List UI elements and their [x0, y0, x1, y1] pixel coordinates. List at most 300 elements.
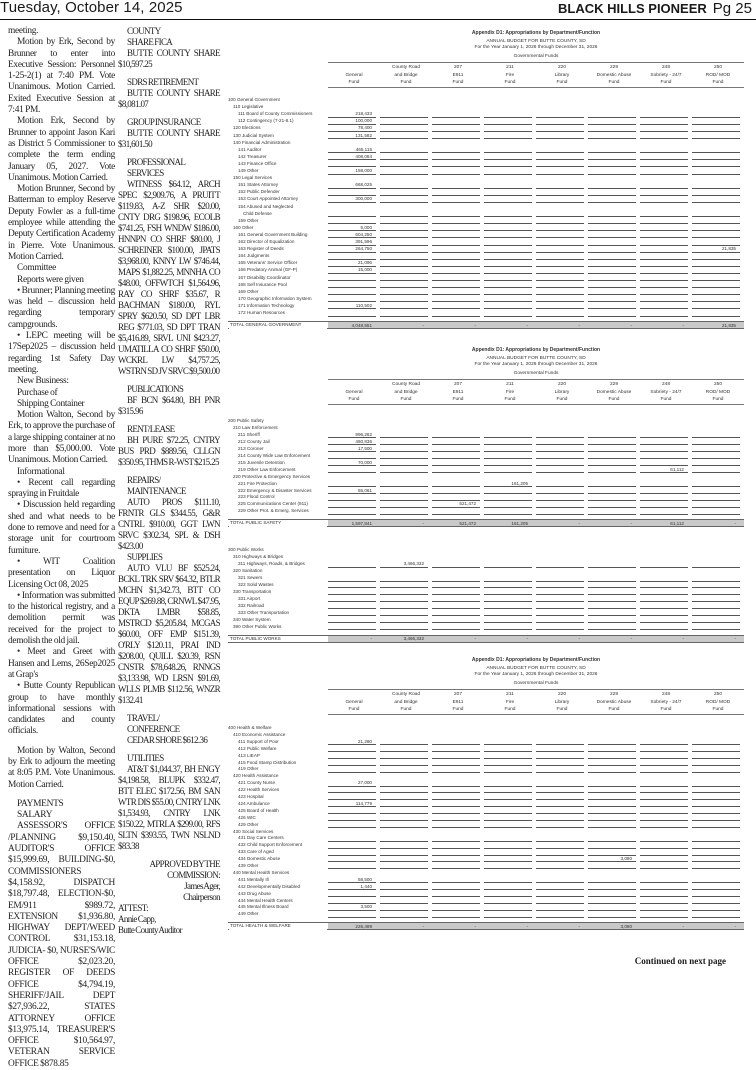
fund-value-cell	[484, 842, 532, 848]
table-row	[228, 561, 744, 568]
fund-value-cell	[484, 835, 532, 841]
fund-value-cell	[432, 780, 480, 786]
fund-value-cell	[432, 842, 480, 848]
fund-value-cell	[380, 289, 428, 296]
paragraph: meeting.	[8, 26, 39, 36]
total-value: 61,112	[670, 520, 684, 526]
fund-value-cell	[588, 161, 636, 168]
fund-value-cell	[536, 808, 584, 814]
table-row	[228, 753, 744, 760]
table-period: For the Year January 1, 2026 through December 31, 2026	[474, 672, 598, 677]
fund-value-cell	[328, 787, 376, 793]
fund-value-cell	[536, 460, 584, 466]
fund-value-cell: 61,112	[640, 467, 688, 473]
fund-value-cell	[536, 863, 584, 869]
fund-value-cell: 391,596	[328, 239, 376, 246]
fund-value-cell	[328, 863, 376, 869]
fund-value-cell	[536, 481, 584, 487]
fund-value-cell	[536, 494, 584, 500]
row-label: 433 Care of Aged	[238, 849, 274, 855]
row-label: 169 Other	[238, 288, 259, 294]
fund-value-cell	[536, 822, 584, 828]
table-row	[228, 133, 744, 140]
fund-header-line: 211	[506, 382, 514, 387]
fund-header-line: Sobriety - 24/7	[650, 699, 682, 705]
fund-value-cell	[380, 239, 428, 246]
paragraph-spacer	[118, 852, 220, 859]
fund-value-cell	[380, 753, 428, 759]
fund-value-cell	[640, 494, 688, 500]
fund-value-cell	[536, 111, 584, 118]
fund-value-cell	[640, 746, 688, 752]
fund-value-cell	[588, 481, 636, 487]
paragraph: Chairperson	[183, 892, 220, 902]
row-label: 443 Drug Abuse	[238, 890, 271, 896]
fund-value-cell	[432, 161, 480, 168]
total-value: 226,499	[355, 923, 372, 929]
fund-value-cell	[432, 446, 480, 452]
fund-value-cell	[432, 877, 480, 883]
total-value: -	[682, 322, 684, 328]
fund-value-cell	[692, 432, 740, 438]
fund-header-line: 207	[453, 65, 462, 70]
fund-value-cell	[484, 125, 532, 132]
fund-value-cell: 21,835	[692, 246, 740, 253]
fund-value-cell	[692, 508, 740, 514]
table-row	[228, 760, 744, 767]
fund-value-cell	[432, 182, 480, 189]
fund-value-cell	[536, 125, 584, 132]
fund-value-cell: 110,502	[328, 303, 376, 310]
paragraph: SDRS RETIREMENT	[127, 77, 199, 87]
text-column-payments	[118, 26, 220, 936]
fund-value-cell	[536, 508, 584, 514]
fund-value-cell	[432, 508, 480, 514]
row-label: Child Defense	[243, 210, 272, 216]
fund-value-cell	[588, 246, 636, 253]
fund-value-cell	[380, 746, 428, 752]
fund-value-cell	[536, 296, 584, 303]
table-row	[228, 303, 744, 310]
fund-value-cell	[640, 835, 688, 841]
row-label: 430 Social Services	[233, 828, 274, 834]
fund-value-cell	[484, 884, 532, 890]
row-label: 330 Transportation	[233, 589, 272, 594]
fund-value-cell	[328, 253, 376, 260]
paragraph: Shipping Container	[17, 398, 85, 409]
fund-value-cell	[380, 218, 428, 225]
fund-value-cell	[588, 589, 636, 595]
fund-value-cell	[484, 753, 532, 759]
table-row	[228, 232, 744, 239]
fund-value-cell	[640, 260, 688, 267]
row-label: 214 County Wide Law Enforcement	[238, 452, 311, 458]
fund-value-cell	[536, 189, 584, 196]
paragraph: WITNESS $64.12, ARCH SPEC $2,909.76, A PRUITT $119.83, A-Z SHR $20.00, CNTY DRG $198.96, ECOLB $741.25, FSH WNDW $186.00, HNNPN CO SHRF $80.00, J SCHREINER $100.00, JPATS $3,968.00, KNNY LW $746.44, MAPS $1,882.25, MNNHA CO $48.00, OFFWTCH $1,564.96, RAY CO SHRF $35.67, R BACHMAN $180.00, RYL SPRY $620.50, SD DPT LBR REG $771.03, SD DPT TRAN $5,416.89, SRVL UNI $423.27, UMATILLA CO SHRF $50.00, WCKRL LW $4,757.25, WSTRN SD JV SRVC $9,500.00	[118, 179, 220, 376]
fund-value-cell	[640, 884, 688, 890]
fund-column-header	[328, 691, 380, 714]
fund-value-cell	[692, 794, 740, 800]
row-label: 200 Public Safety	[228, 418, 264, 423]
row-label: 449 Other	[238, 911, 259, 917]
fund-value-cell	[484, 189, 532, 196]
fund-value-cell	[484, 815, 532, 821]
fund-value-cell: 264,750	[328, 246, 376, 253]
fund-value-cell	[640, 842, 688, 848]
fund-value-cell	[432, 911, 480, 917]
fund-value-cell	[328, 481, 376, 487]
fund-value-cell	[692, 125, 740, 132]
fund-value-cell	[432, 904, 480, 910]
table-row	[228, 829, 744, 836]
fund-header-line: Fund	[660, 80, 672, 85]
fund-value-cell	[588, 753, 636, 759]
fund-value-cell	[380, 794, 428, 800]
row-label: 426 WIC	[238, 814, 256, 820]
fund-column-header	[640, 381, 692, 404]
total-value: -	[422, 923, 424, 929]
total-value: -	[526, 636, 528, 642]
fund-header-line: County Road	[392, 65, 420, 70]
fund-value-cell	[380, 877, 428, 883]
fund-value-cell	[692, 118, 740, 125]
fund-value-cell	[380, 904, 428, 910]
table-row	[228, 467, 744, 474]
fund-value-cell	[328, 189, 376, 196]
table-row	[228, 147, 744, 154]
fund-value-cell	[692, 753, 740, 759]
fund-value-cell	[380, 118, 428, 125]
fund-value-cell	[432, 111, 480, 118]
fund-value-cell	[380, 246, 428, 253]
fund-value-cell	[432, 232, 480, 239]
fund-value-cell	[432, 189, 480, 196]
fund-value-cell	[640, 267, 688, 274]
row-label: 432 Child Support Enforcement	[238, 842, 303, 848]
row-label: 434 Domestic Abuse	[238, 856, 281, 862]
fund-value-cell	[484, 603, 532, 609]
fund-value-cell	[432, 218, 480, 225]
table-row	[228, 773, 744, 780]
fund-value-cell	[536, 168, 584, 175]
fund-value-cell	[588, 582, 636, 588]
fund-value-cell	[328, 289, 376, 296]
paragraph: Purchase of	[17, 387, 58, 398]
fund-value-cell	[640, 904, 688, 910]
fund-value-cell	[640, 310, 688, 317]
table-row	[228, 870, 744, 877]
fund-value-cell	[484, 218, 532, 225]
fund-value-cell	[692, 161, 740, 168]
fund-header-line: E911	[452, 72, 464, 78]
fund-header-line: Fund	[452, 707, 464, 712]
fund-column-header	[432, 381, 484, 404]
fund-value-cell	[328, 218, 376, 225]
fund-value-cell	[432, 147, 480, 154]
row-label: 333 Other Transportation	[238, 609, 290, 615]
paragraph: Motion by Erk, Second by Brunner to enter into Executive Session: Personnel 1-25-2(1) at 7:40 PM. Vote Unanimous. Motion Carried. Exited Executive Session at 7:41 PM.	[8, 37, 115, 116]
fund-value-cell	[380, 133, 428, 140]
budget-table-general-government	[228, 25, 748, 331]
fund-value-cell	[588, 232, 636, 239]
paragraph: Motion Walton, Second by Erk, to approve the purchase of a large shipping container at no more than $5,000.00. Vote Unanimous. Motion Carried.	[8, 410, 115, 466]
fund-value-cell	[328, 161, 376, 168]
paragraph: ATTEST:	[118, 903, 148, 913]
fund-header-line: Sobriety - 24/7	[650, 72, 682, 78]
fund-value-cell	[692, 739, 740, 745]
table-row	[228, 589, 744, 596]
fund-value-cell	[432, 596, 480, 602]
fund-value-cell	[588, 296, 636, 303]
fund-value-cell	[640, 582, 688, 588]
table-row	[228, 849, 744, 856]
fund-value-cell	[692, 822, 740, 828]
fund-value-cell	[588, 282, 636, 289]
fund-value-cell: 1,440	[328, 884, 376, 890]
fund-header-line: 250	[713, 692, 722, 697]
fund-value-cell	[484, 253, 532, 260]
fund-value-cell	[692, 260, 740, 267]
fund-value-cell	[380, 589, 428, 595]
row-label: 429 Other	[238, 821, 259, 827]
total-value: 3,466,332	[403, 636, 424, 642]
fund-value-cell	[588, 877, 636, 883]
paragraph: BUTTE COUNTY SHARE $10,597.25	[118, 48, 220, 69]
total-value: -	[370, 636, 372, 642]
fund-header-line: 248	[661, 382, 670, 387]
fund-value-cell	[380, 596, 428, 602]
fund-value-cell	[484, 446, 532, 452]
fund-value-cell	[380, 196, 428, 203]
fund-value-cell	[588, 239, 636, 246]
fund-value-cell	[328, 891, 376, 897]
fund-value-cell	[432, 822, 480, 828]
fund-value-cell	[692, 877, 740, 883]
fund-value-cell: 408,084	[328, 154, 376, 161]
fund-header-line: 211	[506, 65, 514, 70]
fund-value-cell	[328, 561, 376, 567]
fund-value-cell	[484, 260, 532, 267]
fund-value-cell	[588, 446, 636, 452]
fund-column-header	[588, 691, 640, 714]
fund-value-cell	[484, 239, 532, 246]
row-label: 229 Other Prot. & Emerg. Services	[238, 508, 309, 514]
fund-column-header	[640, 64, 692, 87]
fund-column-header	[484, 691, 536, 714]
paragraph: Informational	[17, 466, 65, 477]
fund-value-cell	[484, 808, 532, 814]
fund-value-cell	[380, 780, 428, 786]
fund-value-cell	[536, 904, 584, 910]
row-label: 440 Mental Health Services	[233, 869, 290, 875]
fund-value-cell	[588, 267, 636, 274]
fund-value-cell	[484, 610, 532, 616]
table-subtitle: ANNUAL BUDGET FOR BUTTE COUNTY, SD	[486, 666, 586, 671]
fund-value-cell	[328, 575, 376, 581]
fund-value-cell: 55,061	[328, 488, 376, 494]
row-label: 413 LIEAP	[238, 752, 260, 758]
fund-value-cell	[640, 561, 688, 567]
fund-value-cell	[588, 801, 636, 807]
fund-value-cell	[432, 246, 480, 253]
fund-header-line: Domestic Abuse	[596, 389, 632, 395]
total-value: -	[734, 636, 736, 642]
fund-header-line: Fund	[608, 707, 620, 712]
fund-value-cell	[484, 439, 532, 445]
fund-value-cell	[328, 856, 376, 862]
fund-value-cell	[692, 780, 740, 786]
fund-value-cell	[484, 168, 532, 175]
fund-value-cell	[588, 460, 636, 466]
fund-header-line: 229	[609, 65, 618, 70]
row-label: 340 Water System	[233, 616, 271, 622]
fund-column-header	[692, 691, 744, 714]
paragraph-spacer	[118, 70, 220, 77]
fund-value-cell	[432, 760, 480, 766]
fund-value-cell	[380, 822, 428, 828]
fund-value-cell	[536, 617, 584, 623]
fund-value-cell	[432, 891, 480, 897]
fund-header-line: Fund	[712, 707, 724, 712]
fund-value-cell	[484, 801, 532, 807]
fund-value-cell	[536, 603, 584, 609]
fund-value-cell	[640, 481, 688, 487]
header-rule	[328, 87, 744, 88]
fund-column-header	[432, 691, 484, 714]
fund-value-cell	[536, 467, 584, 473]
fund-value-cell	[432, 225, 480, 232]
fund-header-line	[328, 691, 380, 699]
fund-value-cell	[536, 501, 584, 507]
fund-value-cell	[588, 610, 636, 616]
fund-value-cell	[432, 125, 480, 132]
fund-value-cell	[640, 808, 688, 814]
row-label: 162 Director of Equalization	[238, 239, 295, 244]
fund-value-cell	[484, 453, 532, 459]
row-label: 410 Economic Assistance	[233, 731, 286, 737]
fund-value-cell	[536, 446, 584, 452]
row-label: 421 County Nurse	[238, 780, 276, 786]
paragraph: • Brunner; Planning meeting was held – discussion held regarding temporary campgrounds.	[8, 285, 115, 330]
fund-header-line: Sobriety - 24/7	[650, 389, 682, 395]
fund-value-cell	[640, 596, 688, 602]
fund-value-cell	[588, 275, 636, 282]
fund-value-cell: 114,779	[328, 801, 376, 807]
row-label: 390 Other Public Works	[233, 623, 282, 629]
fund-value-cell	[588, 808, 636, 814]
table-row	[228, 189, 744, 196]
fund-value-cell	[588, 739, 636, 745]
fund-value-cell: 465,115	[328, 147, 376, 154]
fund-value-cell	[692, 460, 740, 466]
fund-value-cell	[328, 467, 376, 473]
fund-value-cell	[692, 617, 740, 623]
fund-value-cell	[432, 196, 480, 203]
fund-value-cell	[380, 453, 428, 459]
table-row	[228, 481, 744, 488]
fund-value-cell	[692, 589, 740, 595]
fund-value-cell	[380, 282, 428, 289]
fund-value-cell	[640, 575, 688, 581]
fund-value-cell	[484, 766, 532, 772]
fund-header-line: Library	[554, 72, 570, 78]
fund-value-cell	[328, 624, 376, 630]
fund-value-cell	[588, 780, 636, 786]
fund-header-line: 207	[453, 692, 462, 697]
fund-value-cell	[692, 147, 740, 154]
row-label: 151 States Attorney	[238, 182, 279, 188]
fund-value-cell	[588, 904, 636, 910]
fund-value-cell	[536, 154, 584, 161]
row-label: 310 Highways & Bridges	[233, 554, 284, 560]
fund-value-cell	[588, 133, 636, 140]
fund-value-cell	[536, 161, 584, 168]
fund-value-cell	[484, 596, 532, 602]
table-row	[228, 154, 744, 161]
fund-value-cell	[640, 275, 688, 282]
fund-value-cell	[588, 898, 636, 904]
fund-value-cell	[484, 898, 532, 904]
fund-value-cell	[640, 603, 688, 609]
row-label: 400 Health & Welfare	[228, 725, 272, 730]
fund-value-cell	[380, 766, 428, 772]
total-value: -	[578, 520, 580, 526]
table-row	[228, 204, 744, 211]
fund-value-cell	[692, 133, 740, 140]
fund-value-cell: 300,000	[328, 196, 376, 203]
fund-value-cell	[588, 815, 636, 821]
fund-value-cell	[432, 439, 480, 445]
fund-header-line: 220	[557, 65, 566, 70]
fund-value-cell	[536, 147, 584, 154]
row-label: 331 Airport	[238, 595, 261, 601]
fund-value-cell	[484, 296, 532, 303]
total-label: TOTAL PUBLIC SAFETY	[229, 521, 327, 527]
fund-header-line: Fire	[505, 389, 515, 395]
fund-column-header	[328, 381, 380, 404]
fund-value-cell	[588, 794, 636, 800]
fund-value-cell	[640, 125, 688, 132]
row-label: 143 Finance Office	[238, 160, 277, 166]
total-value: -	[578, 322, 580, 328]
fund-value-cell	[536, 267, 584, 274]
fund-value-cell	[536, 596, 584, 602]
fund-value-cell	[380, 467, 428, 473]
total-value: -	[474, 636, 476, 642]
fund-value-cell	[432, 310, 480, 317]
fund-value-cell	[588, 218, 636, 225]
fund-header-line: Fund	[348, 707, 360, 712]
fund-value-cell	[380, 154, 428, 161]
fund-value-cell	[536, 898, 584, 904]
fund-value-cell	[380, 189, 428, 196]
fund-value-cell	[484, 246, 532, 253]
fund-value-cell: 3,080	[588, 856, 636, 862]
fund-value-cell	[588, 508, 636, 514]
total-value: -	[422, 520, 424, 526]
fund-value-cell	[588, 211, 636, 218]
table-row	[228, 425, 744, 432]
fund-value-cell	[484, 787, 532, 793]
fund-value-cell	[432, 467, 480, 473]
fund-column-header	[432, 64, 484, 87]
fund-value-cell: 78,400	[328, 125, 376, 132]
table-row	[228, 267, 744, 274]
total-label: TOTAL HEALTH & WELFARE	[229, 924, 327, 930]
fund-value-cell	[328, 596, 376, 602]
fund-value-cell	[640, 589, 688, 595]
paragraph: BUTTE COUNTY SHARE $31,601.50	[118, 128, 220, 149]
